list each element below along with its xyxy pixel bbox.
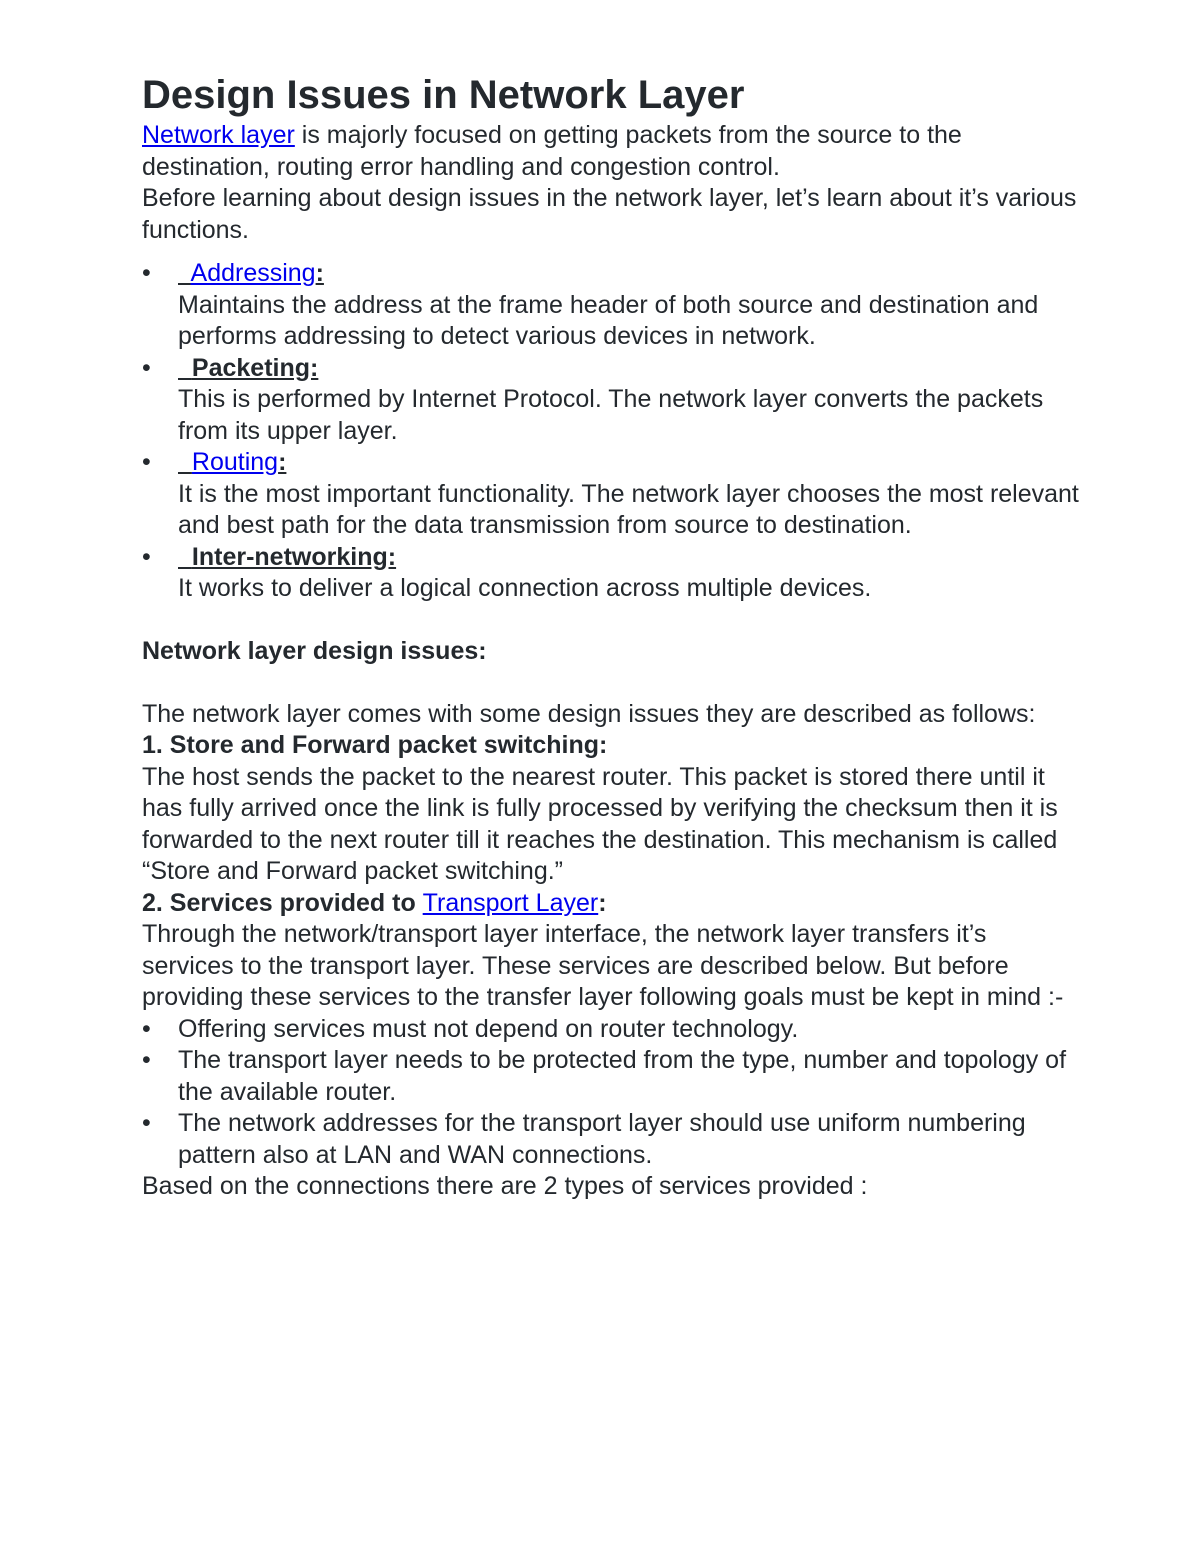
list-item [142, 1108, 1080, 1171]
bullet-icon: • [142, 259, 151, 287]
design-issues-heading: Network layer design issues: [142, 636, 487, 665]
intro-text: is majorly focused on getting packets from the source to the destination, routing error handling and congestion control. [142, 121, 962, 181]
function-item-packeting [142, 353, 1080, 448]
function-label: Packeting: [191, 353, 319, 382]
function-item-routing [142, 447, 1080, 542]
goal-text: Offering services must not depend on router technology. [178, 1014, 799, 1043]
issue1-heading: 1. Store and Forward packet switching: [142, 731, 608, 759]
goal-text: The network addresses for the transport layer should use uniform numbering pattern also at LAN and WAN connections. [178, 1109, 1026, 1169]
bullet-icon: • [142, 448, 151, 476]
function-item-internetworking [142, 542, 1080, 605]
function-description: Maintains the address at the frame header of both source and destination and performs addressing to detect various devices in network. [178, 290, 1039, 350]
colon: : [315, 259, 324, 287]
function-description: This is performed by Internet Protocol. The network layer converts the packets from its upper layer. [178, 385, 1044, 445]
intro-paragraph [142, 120, 1080, 183]
bullet-icon: • [142, 1109, 151, 1137]
routing-link[interactable]: Routing [191, 448, 279, 476]
page-title: Design Issues in Network Layer [142, 73, 745, 117]
function-description: It works to deliver a logical connection across multiple devices. [178, 574, 872, 602]
issue2-text: Through the network/transport layer interface, the network layer transfers it’s services to the transport layer. These services are described below. But before providing these services to the transfer layer following goals must be kept in mind :- [142, 920, 1064, 1011]
bullet-icon: • [142, 353, 151, 382]
function-label: Inter-networking: [191, 542, 397, 571]
design-issues-intro: The network layer comes with some design issues they are described as follows: [142, 699, 1036, 728]
goals-list [142, 1014, 1080, 1172]
issue1-text: The host sends the packet to the nearest router. This packet is stored there until it has fully arrived once the link is fully processed by verifying the checksum then it is forwarded to the next router till it reaches the destination. This mechanism is called “Store and Forward packet switching.” [142, 762, 1058, 885]
network-layer-link[interactable]: Network layer [142, 121, 295, 149]
goal-text: The transport layer needs to be protected from the type, number and topology of the available router. [178, 1046, 1067, 1106]
bullet-icon: • [142, 1046, 151, 1074]
intro-paragraph-2: Before learning about design issues in the network layer, let’s learn about it’s various functions. [142, 184, 1077, 244]
issue2-heading: 2. Services provided to Transport Layer: [142, 888, 607, 917]
list-item [142, 1045, 1080, 1108]
colon: : [278, 448, 287, 476]
bullet-icon: • [142, 1014, 151, 1043]
closing-text: Based on the connections there are 2 types of services provided : [142, 1172, 868, 1200]
transport-layer-link[interactable]: Transport Layer [422, 888, 599, 917]
addressing-link[interactable]: Addressing [190, 259, 316, 287]
list-item [142, 1014, 1080, 1046]
functions-list [142, 258, 1080, 605]
function-description: It is the most important functionality. The network layer chooses the most relevant and best path for the data transmission from source to destination. [178, 479, 1079, 539]
function-item-addressing [142, 258, 1080, 353]
bullet-icon: • [142, 542, 151, 571]
